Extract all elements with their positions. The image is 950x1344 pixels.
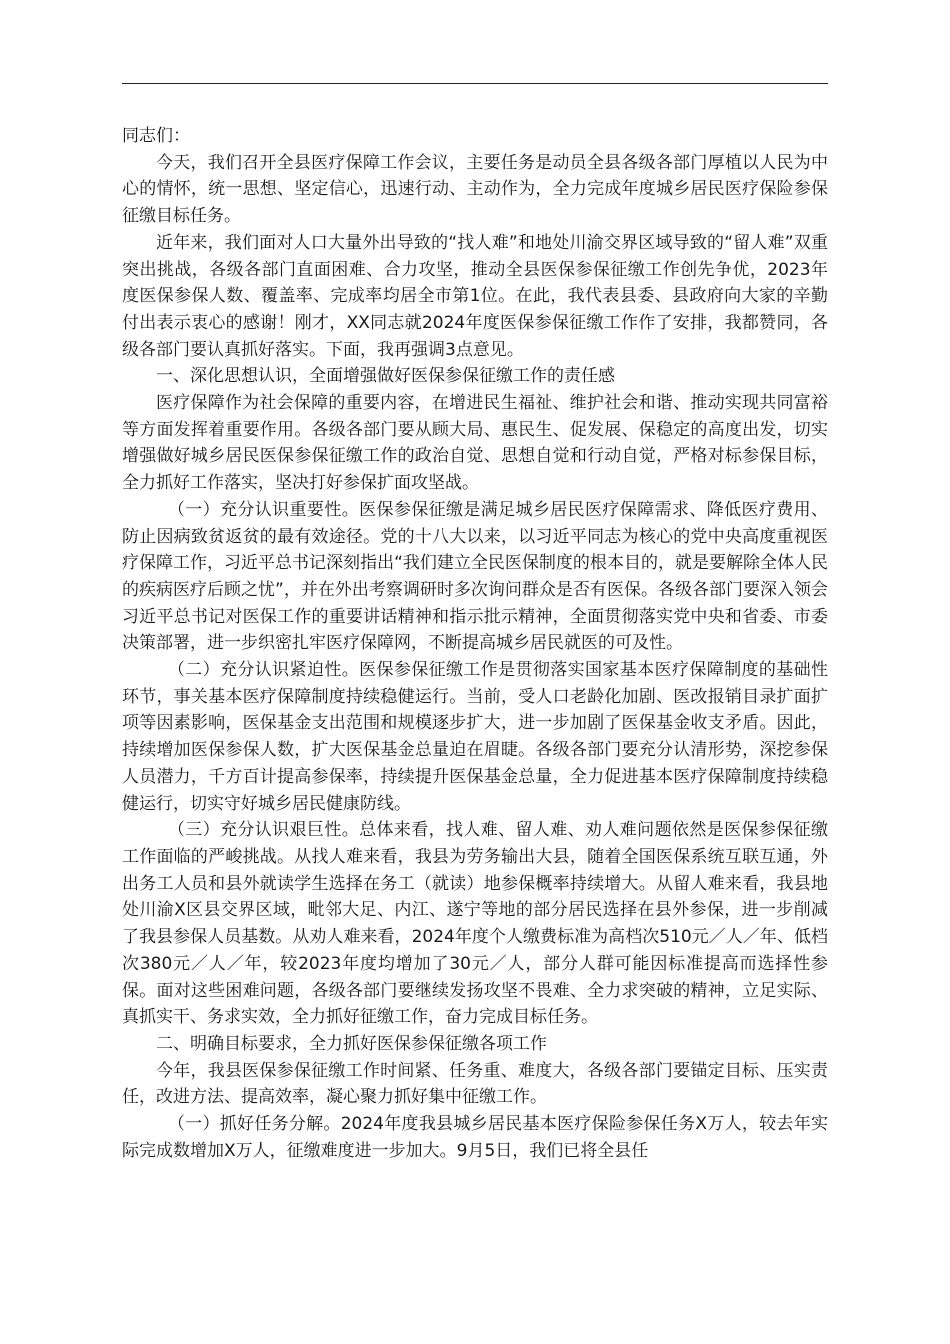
paragraph: 今年，我县医保参保征缴工作时间紧、任务重、难度大，各级各部门要锚定目标、压实责任，改进方法、提高效率，凝心聚力抓好集中征缴工作。 <box>122 1060 828 1108</box>
header-rule <box>122 83 828 84</box>
paragraph: 医疗保障作为社会保障的重要内容，在增进民生福祉、维护社会和谐、推动实现共同富裕等方面发挥着重要作用。各级各部门要从顾大局、惠民生、促发展、保稳定的高度出发，切实增强做好城乡居民医保参保征缴工作的政治自觉、思想自觉和行动自觉，严格对标参保目标，全力抓好工作落实，坚决打好参保扩面攻坚战。 <box>122 393 828 494</box>
subsection-paragraph: （一）抓好任务分解。2024年度我县城乡居民基本医疗保险参保任务X万人，较去年实际完成数增加X万人，征缴难度进一步加大。9月5日，我们已将全县任 <box>122 1114 828 1161</box>
salutation: 同志们： <box>122 126 190 146</box>
subsection-paragraph: （二）充分认识紧迫性。医保参保征缴工作是贯彻落实国家基本医疗保障制度的基础性环节，事关基本医疗保障制度持续稳健运行。当前，受人口老龄化加剧、医改报销目录扩面扩项等因素影响，医保基金支出范围和规模逐步扩大，进一步加剧了医保基金收支矛盾。因此，持续增加医保参保人数，扩大医保基金总量迫在眉睫。各级各部门要充分认清形势，深挖参保人员潜力，千方百计提高参保率，持续提升医保基金总量，全力促进基本医疗保障制度持续稳健运行，切实守好城乡居民健康防线。 <box>122 660 828 814</box>
paragraph: 今天，我们召开全县医疗保障工作会议，主要任务是动员全县各级各部门厚植以人民为中心的情怀，统一思想、坚定信心，迅速行动、主动作为，全力完成年度城乡居民医疗保险参保征缴目标任务。 <box>122 152 828 227</box>
section-heading: 一、深化思想认识，全面增强做好医保参保征缴工作的责任感 <box>156 366 615 387</box>
subsection-paragraph: （三）充分认识艰巨性。总体来看，找人难、留人难、劝人难问题依然是医保参保征缴工作面临的严峻挑战。从找人难来看，我县为劳务输出大县，随着全国医保系统互联互通，外出务工人员和县外就读学生选择在务工（就读）地参保概率持续增大。从留人难来看，我县地处川渝X区县交界区域，毗邻大足、内江、遂宁等地的部分居民选择在县外参保，进一步削减了我县参保人员基数。从劝人难来看，2024年度个人缴费标准为高档次510元／人／年、低档次380元／人／年，较2023年度均增加了30元／人，部分人群可能因标准提高而选择性参保。面对这些困难问题，各级各部门要继续发扬攻坚不畏难、全力求突破的精神，立足实际、真抓实干、务求实效，全力抓好征缴工作，奋力完成目标任务。 <box>122 820 828 1028</box>
paragraph: 近年来，我们面对人口大量外出导致的“找人难”和地处川渝交界区域导致的“留人难”双重突出挑战，各级各部门直面困难、合力攻坚，推动全县医保参保征缴工作创先争优，2023年度医保参保人数、覆盖率、完成率均居全市第1位。在此，我代表县委、县政府向大家的辛勤付出表示衷心的感谢！刚才，XX同志就2024年度医保参保征缴工作作了安排，我都赞同，各级各部门要认真抓好落实。下面，我再强调3点意见。 <box>122 232 828 360</box>
subsection-paragraph: （一）充分认识重要性。医保参保征缴是满足城乡居民医疗保障需求、降低医疗费用、防止因病致贫返贫的最有效途径。党的十八大以来，以习近平同志为核心的党中央高度重视医疗保障工作，习近平总书记深刻指出“我们建立全民医保制度的根本目的，就是要解除全体人民的疾病医疗后顾之忧”，并在外出考察调研时多次询问群众是否有医保。各级各部门要深入领会习近平总书记对医保工作的重要讲话精神和指示批示精神，全面贯彻落实党中央和省委、市委决策部署，进一步织密扎牢医疗保障网，不断提高城乡居民就医的可及性。 <box>122 499 828 654</box>
section-heading: 二、明确目标要求，全力抓好医保参保征缴各项工作 <box>156 1033 547 1054</box>
document-body <box>122 123 828 1164</box>
